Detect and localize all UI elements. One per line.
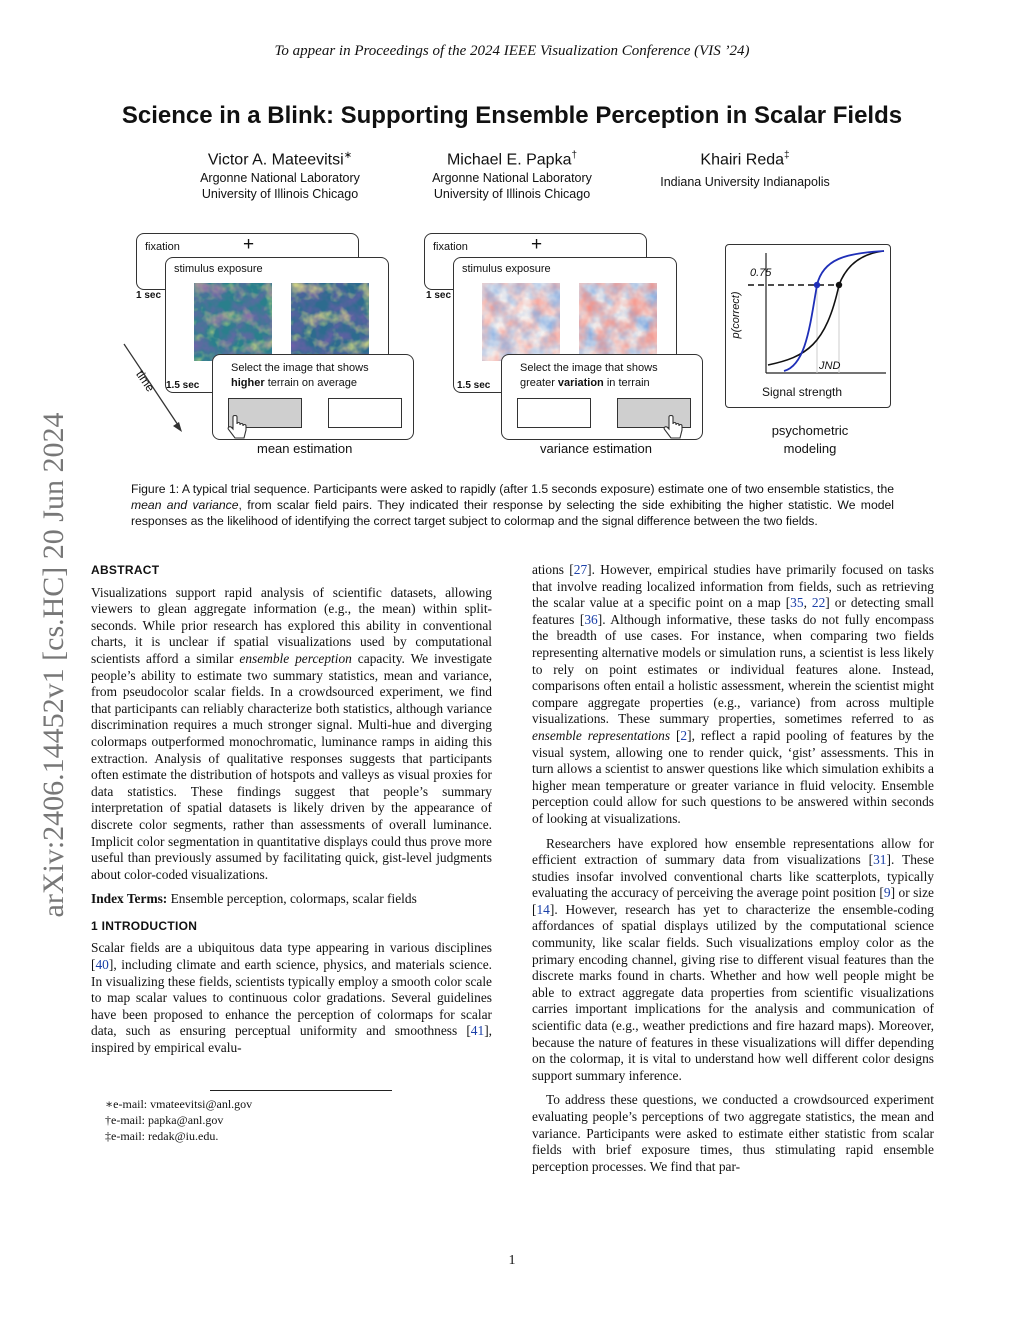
- author-name: Victor A. Mateevitsi: [207, 151, 344, 169]
- panel-caption: variance estimation: [540, 441, 652, 456]
- footnote: †e-mail: papka@anl.gov: [105, 1113, 224, 1127]
- threshold-label: 0.75: [750, 267, 772, 279]
- author-affiliation: University of Illinois Chicago: [433, 187, 591, 202]
- panel-caption: modeling: [783, 441, 837, 456]
- author-name: Michael E. Papka: [446, 151, 572, 169]
- caption-text: Figure 1: A typical trial sequence. Participants were asked to rapidly (after 1.5 seconds exposure) estimate one of two ensemble statistics, the: [131, 482, 894, 496]
- stimulus-label: stimulus exposure: [174, 263, 263, 275]
- author-mark: ‡: [784, 150, 790, 161]
- author-mark: ∗: [343, 150, 353, 161]
- scalar-field-image: [291, 283, 369, 361]
- author-affiliation: Argonne National Laboratory: [432, 171, 592, 186]
- author-affiliation: Argonne National Laboratory: [200, 171, 360, 186]
- caption-text: , from scalar field pairs. They indicated their response by selecting the side exhibiting the higher statistic. We model responses as the likelihood of identifying the correct target subject to colormap and the signal difference between the two fields.: [131, 498, 894, 528]
- stimulus-label: stimulus exposure: [462, 263, 551, 275]
- caption-emphasis: mean and variance: [131, 498, 239, 512]
- figure-1: [128, 228, 898, 460]
- panel-caption: psychometric: [771, 423, 849, 438]
- author-affiliation: University of Illinois Chicago: [201, 187, 359, 202]
- figure-caption: [131, 481, 894, 529]
- index-terms: Index Terms: Ensemble perception, colormaps, scalar fields: [91, 891, 417, 907]
- left-column: [91, 562, 492, 1057]
- author-name: Khairi Reda: [700, 151, 785, 169]
- scalar-field-image: [194, 283, 272, 361]
- page-number: 1: [508, 1253, 516, 1268]
- author-3: [645, 146, 845, 190]
- fixation-cross: +: [531, 234, 543, 255]
- prompt-text: Select the image that shows: [520, 362, 658, 374]
- prompt-text: terrain on average: [267, 377, 357, 389]
- duration-label: 1.5 sec: [457, 380, 491, 391]
- left-choice-button[interactable]: [517, 398, 591, 428]
- author-1: [180, 146, 380, 202]
- duration-label: 1.5 sec: [166, 380, 200, 391]
- prompt-text: greater: [520, 377, 555, 389]
- panel-caption: mean estimation: [257, 441, 353, 456]
- conference-header: To appear in Proceedings of the 2024 IEEE Visualization Conference (VIS ’24): [274, 43, 750, 59]
- x-axis-label: Signal strength: [762, 385, 843, 399]
- prompt-emphasis: variation: [557, 377, 604, 389]
- prompt-text: Select the image that shows: [231, 362, 369, 374]
- author-affiliation: Indiana University Indianapolis: [660, 175, 830, 190]
- fixation-cross: +: [243, 234, 255, 255]
- author-mark: †: [571, 150, 578, 161]
- duration-label: 1 sec: [426, 290, 452, 301]
- time-label: time: [133, 367, 158, 395]
- response-panel: [501, 354, 703, 440]
- fixation-label: fixation: [145, 241, 180, 253]
- body-paragraph: To address these questions, we conducted a crowdsourced experiment evaluating people’s perceptions of two aggregate statistics, the mean and variance. Participants were asked to estimate either statistic from scalar fields with brief exposure times, thus stimulating rapid ensemble perception processes. We find that par-: [532, 1092, 934, 1174]
- footnote: ∗e-mail: vmateevitsi@anl.gov: [105, 1097, 253, 1111]
- jnd-label: JND: [819, 360, 841, 372]
- prompt-emphasis: higher: [231, 377, 265, 389]
- footnote-rule: [210, 1090, 392, 1091]
- right-choice-button[interactable]: [328, 398, 402, 428]
- author-2: [412, 146, 612, 202]
- scalar-field-image: [482, 283, 560, 361]
- abstract-text: Visualizations support rapid analysis of scientific datasets, allowing viewers to glean aggregate information (e.g., the mean) within split-seconds. While prior research has explored this ability in conventional charts, it is unclear if spatial visualizations used by computational scientists afford a similar ensemble perception capacity. We investigate people’s ability to estimate two summary statistics, mean and variance, from pseudocolor scalar fields. In a crowdsourced experiment, we find that participants can reliably characterize both statistics, although variance discrimination requires a much stronger signal. Multi-hue and diverging colormaps outperformed monochromatic, luminance ramps in aiding this extraction. Analysis of qualitative responses suggests that participants often estimate the distribution of hotspots and valleys as visual proxies for data statistics. These findings suggest that people’s summary interpretation of spatial datasets is likely driven by the appearance of discrete color segments, rather than assessments of overall luminance. Implicit color segmentation in quantitative displays could thus prove more useful than previously assumed by facilitating quick, gist-level judgments about color-coded visualizations.: [91, 584, 493, 882]
- footnotes: [105, 1096, 252, 1144]
- right-column: [532, 562, 934, 1175]
- response-panel: [212, 354, 414, 440]
- y-axis-label: p(correct): [730, 291, 742, 339]
- body-paragraph: Researchers have explored how ensemble representations allow for efficient extraction of summary data from visualizations [31]. These studies insofar involved conventional charts like scatterplots, typically evaluating the accuracy of perceiving the average point position [9] or size [14]. However, research has yet to characterize the ensemble-coding affordances of spatial displays utilized by the computational science community, like scalar fields. Such visualizations employ color as the primary encoding channel, giving rise to different visual features than the discrete marks found in charts. Whether and how well people might be able to extract aggregate data properties from scientific visualizations carries important implications for the analysis and communication of scientific data (e.g., weather predictions and fire hazard maps). Moreover, because the nature of features in these visualizations will differ depending on the colormap, it is vital to understand how well different color designs support summary inference.: [532, 835, 935, 1083]
- footnote: ‡e-mail: redak@iu.edu.: [105, 1129, 219, 1143]
- scalar-field-image: [579, 283, 657, 361]
- prompt-text: in terrain: [606, 377, 650, 389]
- duration-label: 1 sec: [136, 290, 162, 301]
- hand-cursor-icon: [226, 415, 248, 441]
- paper-title: Science in a Blink: Supporting Ensemble Perception in Scalar Fields: [121, 102, 903, 129]
- body-paragraph: ations [27]. However, empirical studies have primarily focused on tasks that involve reading localized information from fields, such as retrieving the scalar value at a specific point on a map [35, 22] or detecting small features [36]. Although informative, these tasks do not fully encompass the breadth of use cases. For instance, when comparing two fields representing alternative models or simulation runs, a scientist is less likely to rely on point estimates or individual features alone. Instead, comparisons often entail a holistic assessment, wherein the scientist might compare aggregate properties (e.g., variance) from across multiple visualizations. These summary properties, sometimes referred to as ensemble representations [2], reflect a rapid pooling of features by the visual system, allowing one to render quick, ‘gist’ assessments. This in turn allows a scientist to answer questions like which simulation exhibits a higher mean temperature or greater variance in fluid velocity. Ensemble perception could allow for such questions to be answered within seconds of looking at visualizations.: [532, 562, 935, 826]
- intro-paragraph: Scalar fields are a ubiquitous data type appearing in various disciplines [40], including climate and earth science, physics, and materials science. In visualizing these fields, scientists typically employ a smooth color scale to map scalar values to continuous color gradations. Several guidelines have been proposed to enhance the perception of colormaps for scalar data, such as ensuring perceptual uniformity and smoothness [41], inspired by empirical evalu-: [91, 940, 492, 1056]
- time-arrow-icon: [122, 340, 192, 440]
- arxiv-id: arXiv:2406.14452v1 [cs.HC] 20 Jun 2024: [37, 412, 70, 918]
- hand-cursor-icon: [662, 415, 684, 441]
- section-heading: 1 INTRODUCTION: [91, 918, 198, 933]
- abstract-heading: ABSTRACT: [91, 563, 160, 577]
- fixation-label: fixation: [433, 241, 468, 253]
- psychometric-panel: [725, 244, 891, 408]
